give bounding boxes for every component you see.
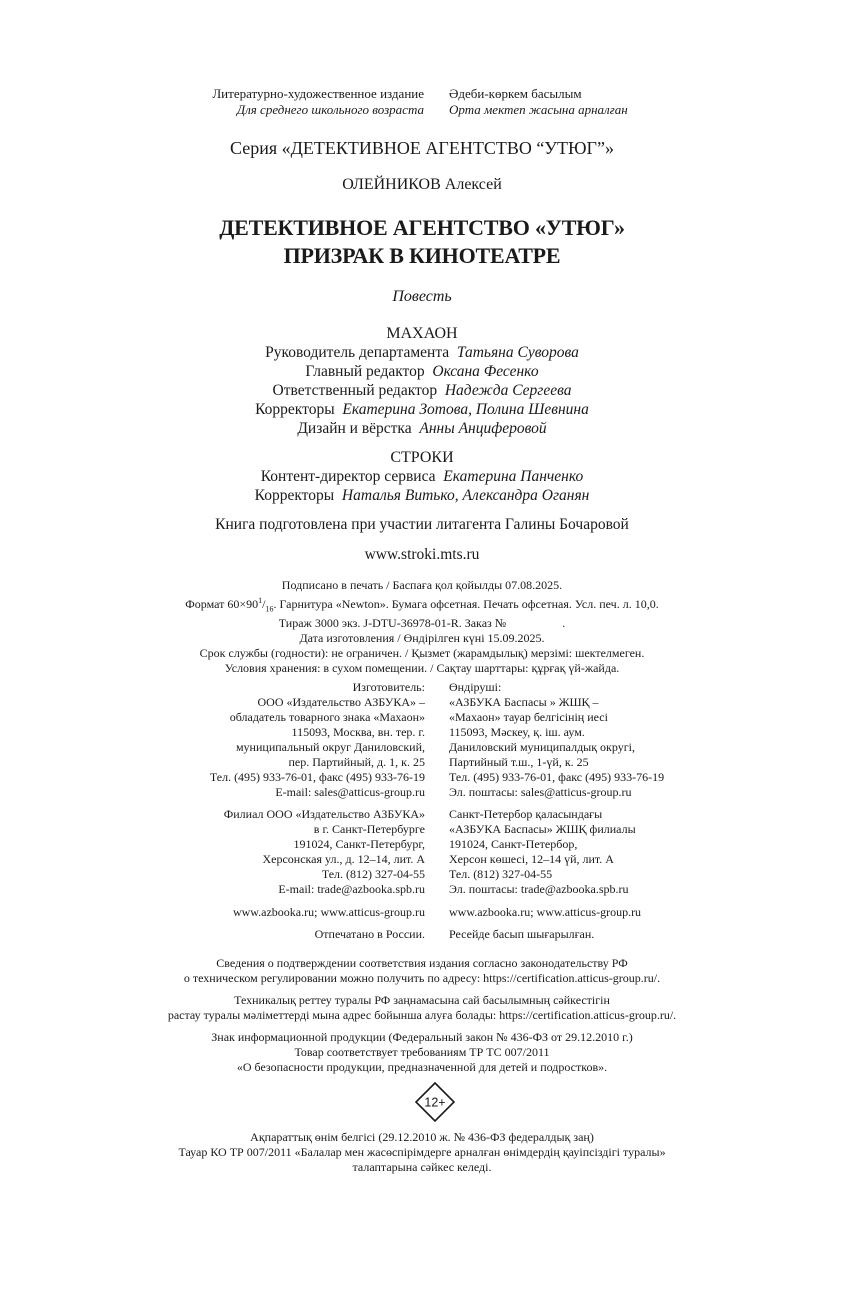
conformity-kz-line: растау туралы мәліметтерді мына адрес бойынша алуға болады: https://certification.atticus-group.ru/. bbox=[167, 1008, 677, 1022]
conformity-ru bbox=[0, 956, 844, 986]
branch-kz-line: Санкт-Петербор қаласындағы bbox=[449, 807, 603, 821]
website-url: www.stroki.mts.ru bbox=[364, 546, 480, 563]
printed-in-block bbox=[0, 927, 844, 942]
manufacturer-ru-line: Изготовитель: bbox=[352, 680, 425, 694]
printed-in-kz: Ресейде басып шығарылған. bbox=[449, 927, 595, 941]
info-mark-kz bbox=[0, 1130, 844, 1175]
ru-age-group: Для среднего школьного возраста bbox=[236, 102, 424, 117]
conformity-ru-line: Сведения о подтверждении соответствия издания согласно законодательству РФ bbox=[216, 956, 628, 970]
print-run: Тираж 3000 экз. J-DTU-36978-01-R. Заказ № . bbox=[278, 616, 566, 631]
book-title-line-1: ДЕТЕКТИВНОЕ АГЕНТСТВО «УТЮГ» bbox=[219, 215, 625, 240]
manufacturer-ru-line: 115093, Москва, вн. тер. г. bbox=[291, 725, 425, 739]
branch-ru-line: Тел. (812) 327-04-55 bbox=[321, 867, 425, 881]
websites-ru: www.azbooka.ru; www.atticus-group.ru bbox=[232, 905, 425, 919]
literary-agent-note: Книга подготовлена при участии литагента Галины Бочаровой bbox=[215, 516, 629, 533]
book-title-line-2: ПРИЗРАК В КИНОТЕАТРЕ bbox=[283, 243, 561, 268]
format-denominator: 16 bbox=[265, 604, 274, 614]
author-name: ОЛЕЙНИКОВ Алексей bbox=[342, 176, 502, 193]
format-line: Формат $60\times 90^1/_{16}$. Гарнитура «Newton». Бумага офсетная. Печать офсетная. Усл. печ. л. 10,0. bbox=[185, 596, 659, 614]
ru-edition-type: Литературно-художественное издание bbox=[212, 86, 424, 101]
conformity-kz bbox=[0, 993, 844, 1023]
manufacturer-kz-line: Даниловский муниципалдық округі, bbox=[449, 740, 635, 754]
service-life: Срок службы (годности): не ограничен. / Қызмет (жарамдылық) мерзімі: шектелмеген. bbox=[199, 646, 645, 661]
manufacturer-kz-line: Өндіруші: bbox=[449, 680, 502, 694]
credit-line bbox=[0, 419, 844, 438]
manufacturer-ru-email: E-mail: sales@atticus-group.ru bbox=[275, 785, 425, 799]
stroki-credits bbox=[0, 448, 844, 505]
manufacturer-ru-line: обладатель товарного знака «Махаон» bbox=[229, 710, 425, 724]
manufacturer-ru-line: пер. Партийный, д. 1, к. 25 bbox=[288, 755, 425, 769]
manufacturer-kz-line: Тел. (495) 933-76-01, факс (495) 933-76-19 bbox=[449, 770, 665, 784]
info-mark-kz-line: Тауар КО ТР 007/2011 «Балалар мен жасөспірімдерге арналған өнімдердің қауіпсіздігі туралы» bbox=[178, 1145, 666, 1159]
made-date: Дата изготовления / Өндірілген күні 15.09.2025. bbox=[299, 631, 545, 646]
branch-ru-line: в г. Санкт-Петербурге bbox=[313, 822, 425, 836]
branch-ru-line: Филиал ООО «Издательство АЗБУКА» bbox=[223, 807, 425, 821]
series-title: Серия «ДЕТЕКТИВНОЕ АГЕНТСТВО “УТЮГ”» bbox=[230, 138, 614, 158]
websites-kz: www.azbooka.ru; www.atticus-group.ru bbox=[449, 905, 642, 919]
print-run-text: Тираж 3000 экз. J-DTU-36978-01-R. Заказ № bbox=[278, 616, 507, 631]
credit-line bbox=[0, 362, 844, 381]
publisher-name: СТРОКИ bbox=[390, 449, 454, 466]
branch-ru-line: 191024, Санкт-Петербург, bbox=[293, 837, 425, 851]
makhaon-credits bbox=[0, 324, 844, 438]
credit-line bbox=[0, 343, 844, 362]
credit-role: Ответственный редактор bbox=[272, 382, 438, 399]
credit-person: Екатерина Зотова, Полина Шевнина bbox=[342, 401, 589, 418]
conformity-kz-line: Техникалық реттеу туралы РФ заңнамасына сай басылымның сәйкестігін bbox=[234, 993, 610, 1007]
storage-conditions: Условия хранения: в сухом помещении. / Сақтау шарттары: құрғақ үй-жайда. bbox=[224, 661, 620, 676]
branch-kz-email: Эл. поштасы: trade@azbooka.spb.ru bbox=[449, 882, 629, 896]
age-rating-icon bbox=[415, 1082, 455, 1122]
manufacturer-kz-line: Партийный т.ш., 1-үй, к. 25 bbox=[449, 755, 589, 769]
manufacturer-block bbox=[0, 680, 844, 800]
manufacturer-ru-line: муниципальный округ Даниловский, bbox=[235, 740, 425, 754]
info-mark-kz-line: Ақпараттық өнім белгісі (29.12.2010 ж. № 436-ФЗ федералдық заң) bbox=[250, 1130, 594, 1144]
credit-person: Наталья Витько, Александра Оганян bbox=[341, 487, 590, 504]
book-title bbox=[0, 214, 844, 270]
format-prefix: Формат 60×90 bbox=[185, 597, 259, 611]
manufacturer-kz-line: «Махаон» тауар белгісінің иесі bbox=[449, 710, 608, 724]
credit-person: Анны Анциферовой bbox=[419, 420, 547, 437]
format-rest: . Гарнитура «Newton». Бумага офсетная. Печать офсетная. Усл. печ. л. 10,0. bbox=[273, 597, 659, 611]
websites-block bbox=[0, 905, 844, 920]
printed-in-ru: Отпечатано в России. bbox=[314, 927, 425, 941]
branch-block bbox=[0, 807, 844, 897]
info-mark-ru bbox=[0, 1030, 844, 1075]
credit-role: Контент-директор сервиса bbox=[260, 468, 436, 485]
info-mark-ru-line: Знак информационной продукции (Федеральный закон № 436-ФЗ от 29.12.2010 г.) bbox=[211, 1030, 633, 1044]
info-mark-ru-line: «О безопасности продукции, предназначенной для детей и подростков». bbox=[236, 1060, 608, 1074]
genre: Повесть bbox=[392, 288, 452, 305]
credit-person: Татьяна Суворова bbox=[456, 344, 579, 361]
kz-age-group: Орта мектеп жасына арналған bbox=[449, 102, 628, 117]
credit-role: Руководитель департамента bbox=[265, 344, 450, 361]
manufacturer-ru-line: ООО «Издательство АЗБУКА» – bbox=[257, 695, 425, 709]
credit-line bbox=[0, 486, 844, 505]
credit-line bbox=[0, 467, 844, 486]
credit-person: Надежда Сергеева bbox=[444, 382, 572, 399]
credit-line bbox=[0, 400, 844, 419]
branch-kz-line: Тел. (812) 327-04-55 bbox=[449, 867, 553, 881]
branch-ru-line: Херсонская ул., д. 12–14, лит. А bbox=[262, 852, 425, 866]
info-mark-ru-line: Товар соответствует требованиям ТР ТС 007/2011 bbox=[294, 1045, 550, 1059]
kz-edition-type: Әдеби-көркем басылым bbox=[449, 86, 582, 101]
manufacturer-kz-line: «АЗБУКА Баспасы » ЖШҚ – bbox=[449, 695, 599, 709]
format-numerator: 1 bbox=[258, 596, 263, 605]
edition-type-block bbox=[0, 86, 844, 118]
branch-kz-line: Херсон көшесі, 12–14 үй, лит. А bbox=[449, 852, 614, 866]
credit-role: Корректоры bbox=[254, 487, 335, 504]
credit-role: Корректоры bbox=[255, 401, 335, 418]
credit-role: Главный редактор bbox=[305, 363, 425, 380]
manufacturer-kz-line: 115093, Мәскеу, қ. іш. аум. bbox=[449, 725, 585, 739]
credit-role: Дизайн и вёрстка bbox=[297, 420, 412, 437]
branch-kz-line: 191024, Санкт-Петербор, bbox=[449, 837, 578, 851]
manufacturer-ru-line: Тел. (495) 933-76-01, факс (495) 933-76-19 bbox=[209, 770, 425, 784]
branch-ru-email: E-mail: trade@azbooka.spb.ru bbox=[278, 882, 425, 896]
conformity-ru-line: о техническом регулировании можно получить по адресу: https://certification.atticus-group.ru/. bbox=[183, 971, 661, 985]
publisher-name: МАХАОН bbox=[386, 325, 458, 342]
age-rating-label: 12+ bbox=[424, 1095, 446, 1110]
print-info bbox=[0, 578, 844, 676]
signed-date: Подписано в печать / Баспаға қол қойылды 07.08.2025. bbox=[281, 578, 563, 592]
credit-person: Оксана Фесенко bbox=[432, 363, 539, 380]
credit-person: Екатерина Панченко bbox=[443, 468, 584, 485]
branch-kz-line: «АЗБУКА Баспасы» ЖШҚ филиалы bbox=[449, 822, 636, 836]
credit-line bbox=[0, 381, 844, 400]
manufacturer-kz-email: Эл. поштасы: sales@atticus-group.ru bbox=[449, 785, 632, 799]
info-mark-kz-line: талаптарына сәйкес келеді. bbox=[352, 1160, 492, 1174]
